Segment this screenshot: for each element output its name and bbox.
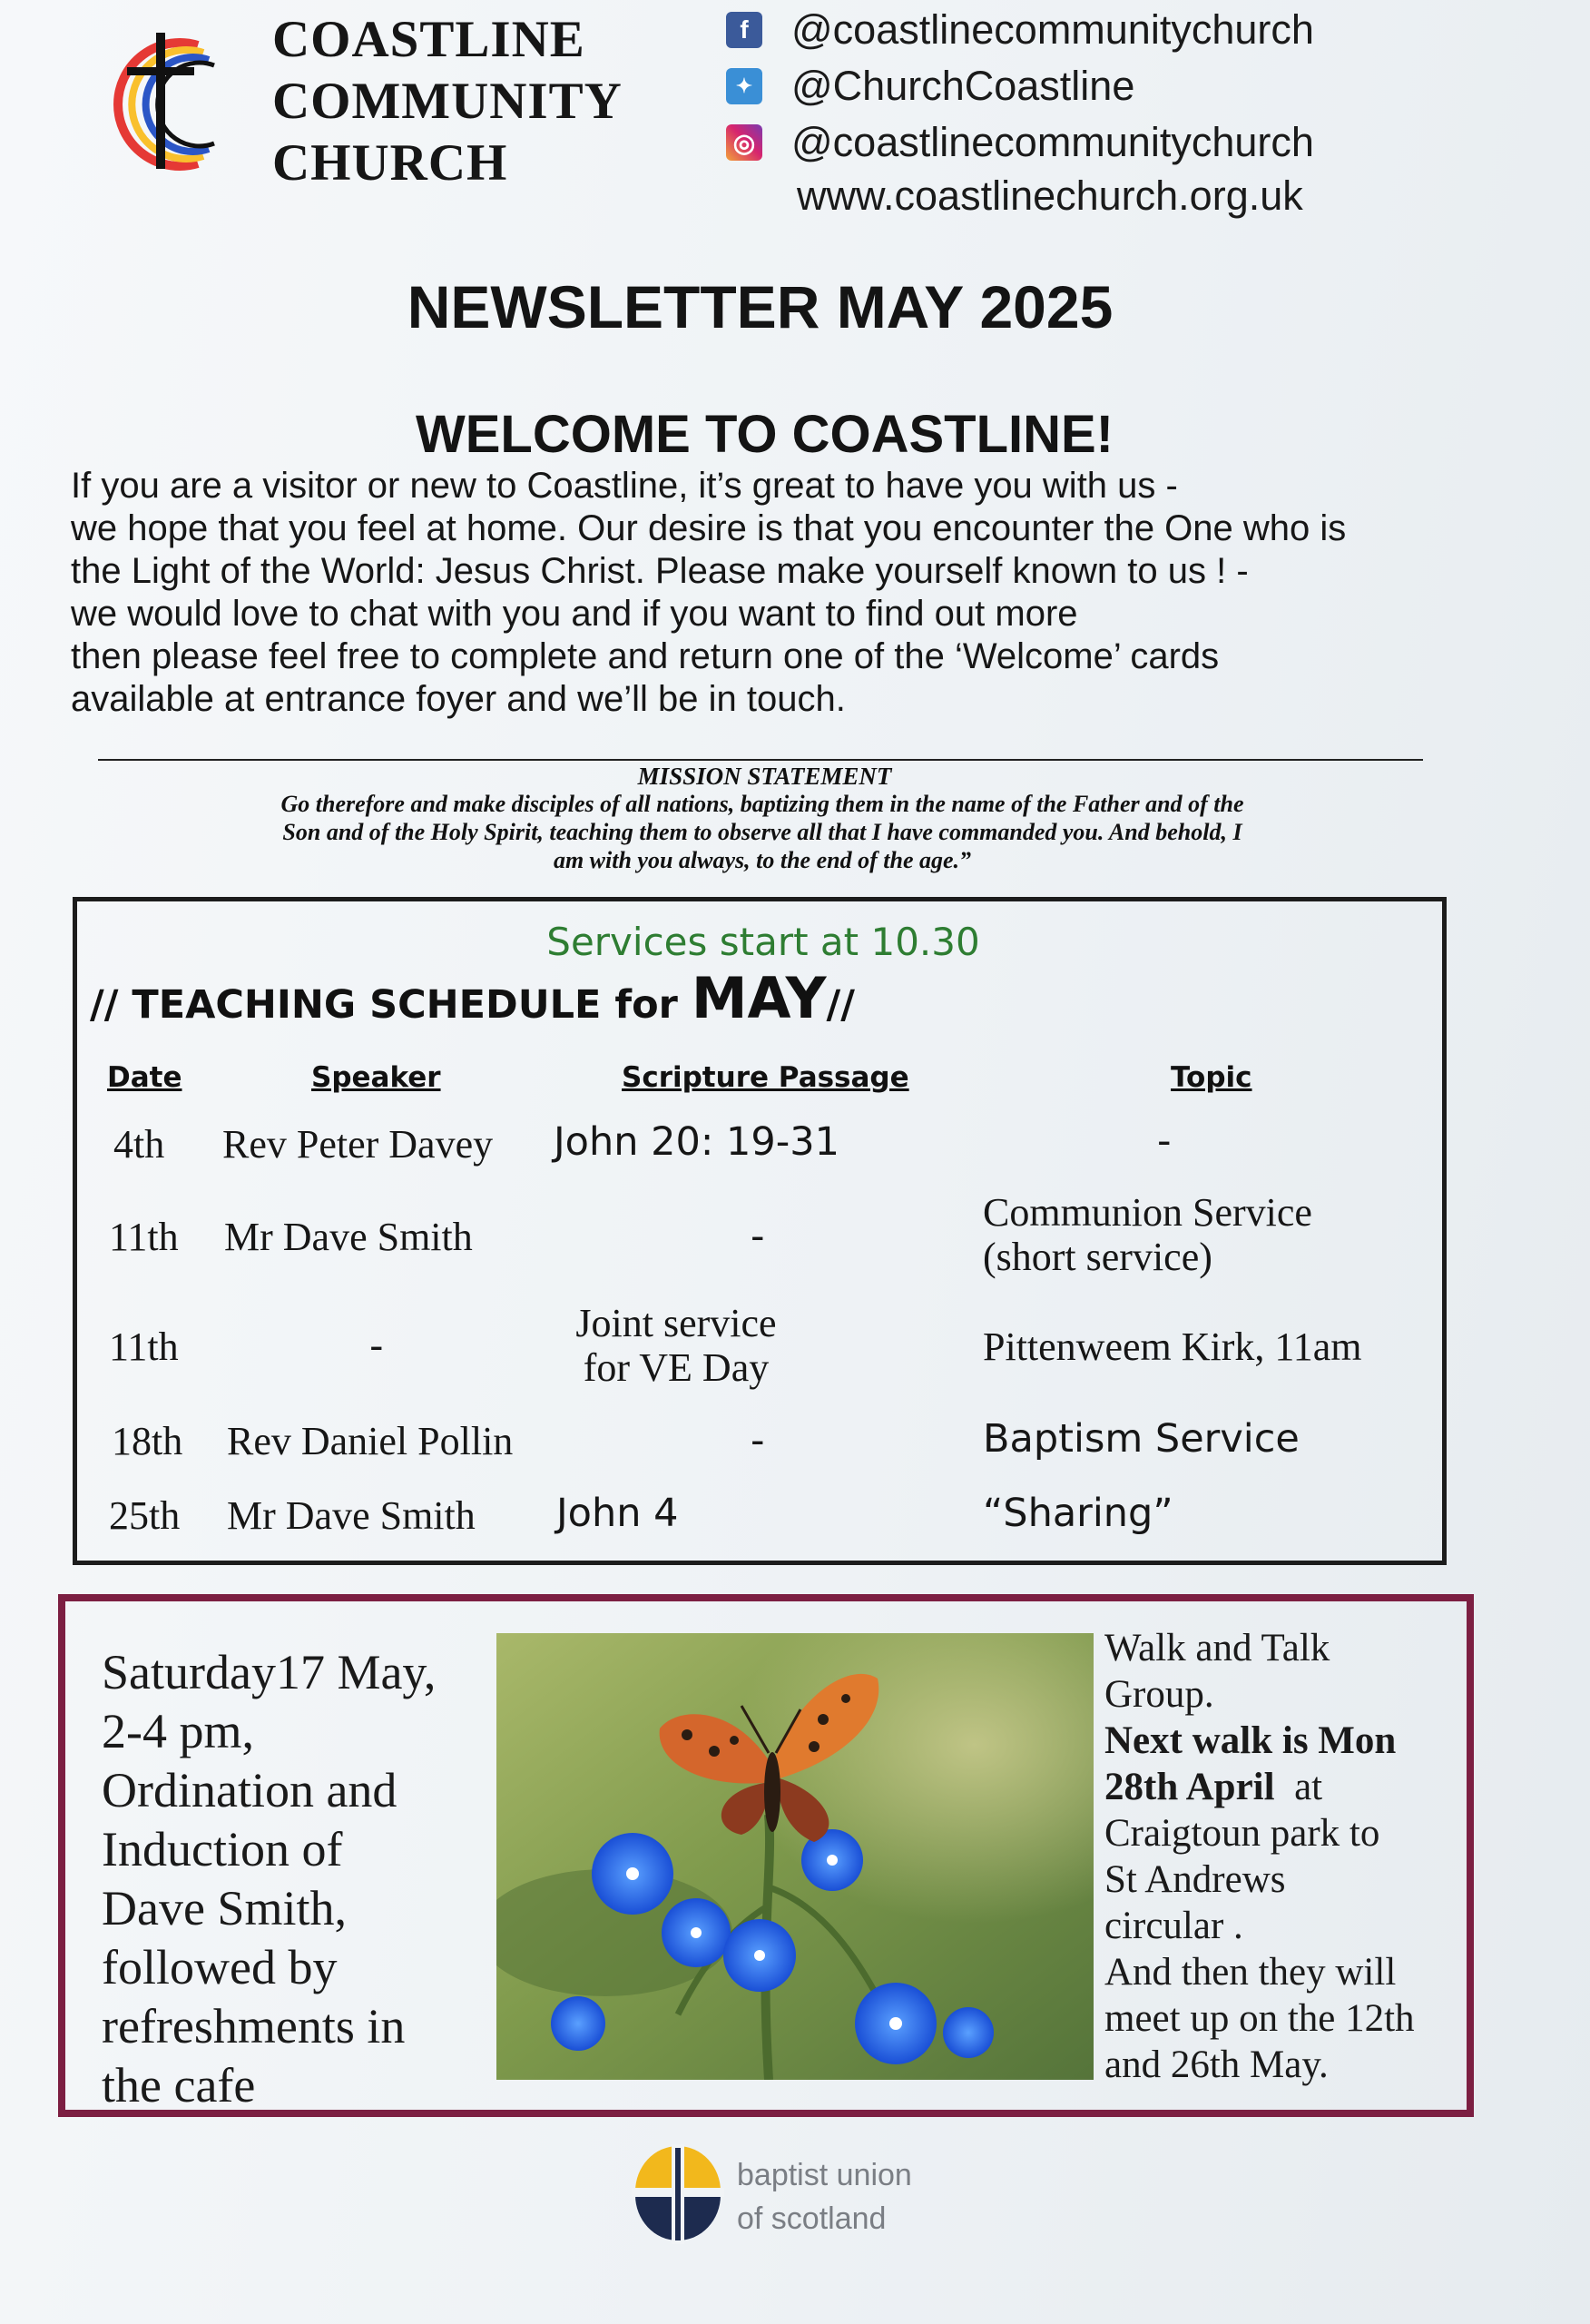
- newsletter-title: NEWSLETTER MAY 2025: [407, 273, 1114, 340]
- baptist-union-line: baptist union: [737, 2158, 912, 2192]
- ordination-event-text: [102, 1643, 492, 2115]
- row-topic-line: (short service): [983, 1235, 1212, 1279]
- row-topic: -: [1157, 1118, 1172, 1164]
- walk-line: Craigtoun park to: [1104, 1812, 1380, 1855]
- row-speaker: Mr Dave Smith: [224, 1215, 473, 1259]
- mission-line: Son and of the Holy Spirit, teaching them to observe all that I have commanded you. And behold, I: [282, 819, 1242, 845]
- twitter-icon: ✦: [726, 68, 762, 104]
- event-box: [58, 1594, 1474, 2117]
- butterfly-photo: [496, 1633, 1094, 2080]
- event-line: Dave Smith,: [102, 1881, 347, 1935]
- church-name-line: COMMUNITY: [272, 73, 623, 130]
- mission-line: Go therefore and make disciples of all nations, baptizing them in the name of the Father and of the: [280, 791, 1244, 817]
- twitter-row: [726, 58, 1314, 114]
- row-passage: -: [751, 1214, 765, 1259]
- event-line: followed by: [102, 1940, 338, 1994]
- church-name-line: CHURCH: [272, 134, 508, 192]
- walk-line-bold: [1104, 1718, 1467, 1764]
- welcome-paragraph: [71, 465, 1523, 721]
- church-name: [272, 9, 623, 194]
- baptist-union-logo-icon: [628, 2139, 728, 2246]
- social-links: [726, 2, 1314, 171]
- row-passage-line: Joint service: [575, 1301, 777, 1345]
- welcome-line: If you are a visitor or new to Coastline, it’s great to have you with us -: [71, 466, 1178, 506]
- row-passage: John 4: [556, 1491, 679, 1536]
- church-cross-logo-icon: [91, 27, 245, 182]
- facebook-handle: @coastlinecommunitychurch: [791, 6, 1314, 53]
- row-topic: “Sharing”: [983, 1491, 1173, 1536]
- event-line: the cafe: [102, 2058, 256, 2112]
- divider: [98, 759, 1423, 761]
- walk-at: at: [1274, 1766, 1323, 1808]
- walk-line: Group.: [1104, 1673, 1214, 1716]
- walk-and-talk-text: [1104, 1625, 1467, 2088]
- schedule-heading-suffix: //: [826, 982, 855, 1028]
- row-date: 11th: [109, 1324, 179, 1369]
- column-header-speaker: Speaker: [311, 1061, 441, 1094]
- row-passage: [549, 1301, 803, 1390]
- row-passage: -: [751, 1418, 765, 1463]
- walk-line: [1104, 1764, 1467, 1810]
- schedule-heading: [90, 965, 855, 1031]
- schedule-heading-prefix: // TEACHING SCHEDULE for: [90, 982, 692, 1028]
- welcome-line: we would love to chat with you and if you want to find out more: [71, 594, 1078, 634]
- mission-line: am with you always, to the end of the age.”: [553, 847, 972, 873]
- row-speaker: -: [369, 1324, 384, 1369]
- event-line: Saturday17 May,: [102, 1645, 437, 1699]
- walk-line: St Andrews: [1104, 1858, 1286, 1901]
- row-date: 25th: [109, 1493, 181, 1538]
- welcome-line: available at entrance foyer and we’ll be in touch.: [71, 679, 846, 719]
- event-line: Induction of: [102, 1822, 343, 1876]
- website-url: www.coastlinechurch.org.uk: [797, 172, 1303, 219]
- walk-line: meet up on the 12th: [1104, 1997, 1415, 2040]
- event-line: 2-4 pm,: [102, 1704, 254, 1758]
- baptist-union-line: of scotland: [737, 2201, 887, 2236]
- walk-line: and 26th May.: [1104, 2043, 1329, 2086]
- event-line: Ordination and: [102, 1763, 398, 1817]
- event-line: refreshments in: [102, 1999, 406, 2053]
- row-topic-line: Communion Service: [983, 1190, 1312, 1235]
- row-date: 18th: [112, 1419, 183, 1463]
- teaching-schedule-box: [73, 897, 1447, 1565]
- twitter-handle: @ChurchCoastline: [791, 63, 1135, 109]
- welcome-line: the Light of the World: Jesus Christ. Please make yourself known to us ! -: [71, 551, 1249, 591]
- mission-statement: [100, 790, 1425, 874]
- welcome-title: WELCOME TO COASTLINE!: [415, 405, 1114, 464]
- row-passage: John 20: 19-31: [554, 1119, 839, 1165]
- row-passage-line: for VE Day: [583, 1345, 770, 1390]
- instagram-icon: ◎: [726, 124, 762, 161]
- column-header-topic: Topic: [1171, 1061, 1252, 1094]
- column-header-date: Date: [107, 1061, 182, 1094]
- row-topic: Pittenweem Kirk, 11am: [983, 1324, 1362, 1369]
- row-speaker: Mr Dave Smith: [227, 1493, 476, 1538]
- walk-next-date: Next walk is Mon: [1104, 1719, 1397, 1762]
- schedule-heading-month: MAY: [691, 965, 827, 1031]
- mission-title: MISSION STATEMENT: [637, 763, 892, 790]
- walk-next-date-day: 28th April: [1104, 1766, 1275, 1808]
- walk-line: And then they will: [1104, 1951, 1397, 1994]
- column-header-passage: Scripture Passage: [622, 1061, 909, 1094]
- baptist-union-text: [737, 2153, 912, 2240]
- row-date: 4th: [113, 1122, 165, 1167]
- row-speaker: Rev Daniel Pollin: [227, 1419, 514, 1463]
- walk-line: circular .: [1104, 1905, 1243, 1947]
- welcome-line: we hope that you feel at home. Our desire is that you encounter the One who is: [71, 508, 1347, 548]
- instagram-handle: @coastlinecommunitychurch: [791, 119, 1314, 165]
- facebook-row: [726, 2, 1314, 58]
- church-name-line: COASTLINE: [272, 11, 585, 68]
- row-topic: [983, 1190, 1312, 1279]
- instagram-row: [726, 114, 1314, 171]
- row-topic: Baptism Service: [983, 1416, 1300, 1462]
- facebook-icon: f: [726, 12, 762, 48]
- welcome-line: then please feel free to complete and return one of the ‘Welcome’ cards: [71, 636, 1220, 676]
- row-speaker: Rev Peter Davey: [222, 1122, 494, 1167]
- services-start-time: Services start at 10.30: [546, 920, 980, 964]
- row-date: 11th: [109, 1215, 179, 1259]
- walk-line: Walk and Talk: [1104, 1627, 1330, 1669]
